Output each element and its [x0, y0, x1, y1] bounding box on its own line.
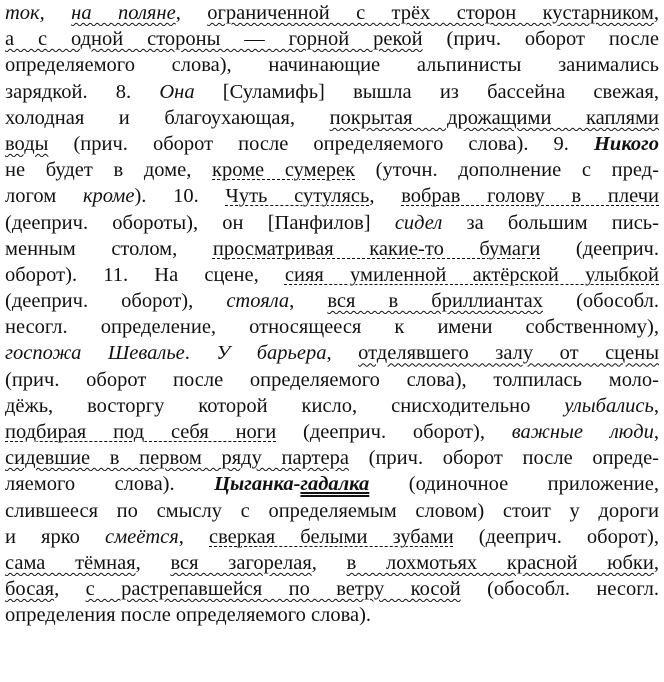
text-segment: (прич. оборот после определяемого слова), толпилась моло-	[5, 368, 659, 391]
text-segment: ,	[326, 342, 359, 365]
text-segment: слившееся по смыслу с определяемым словом) стоит у дороги	[5, 499, 659, 522]
text-segment: в лохмотьях красной юбки	[346, 551, 654, 574]
text-segment: гадалка	[300, 473, 370, 496]
text-segment: воды	[5, 132, 49, 155]
text-segment: ,	[175, 2, 208, 24]
text-line	[5, 419, 659, 445]
document-page	[5, 0, 659, 629]
text-segment: не будет в доме,	[5, 159, 213, 182]
text-segment: вся в бриллиантах	[327, 290, 544, 313]
text-segment: У барьера	[216, 342, 327, 365]
text-segment: на поляне	[71, 2, 176, 24]
text-line	[5, 131, 659, 157]
text-segment: (обособл. несогл.	[460, 578, 659, 601]
text-line	[5, 52, 659, 78]
text-segment: дёжь, восторгу которой кисло, снисходительно	[5, 394, 565, 417]
text-segment: определения после определяемого слова).	[5, 604, 372, 627]
text-segment: ограниченной с трёх сторон кустарником	[207, 2, 654, 24]
text-segment: госпожа Шевалье	[5, 342, 185, 365]
text-line	[5, 288, 659, 314]
text-segment: (одиночное приложение,	[369, 473, 659, 496]
text-line	[5, 262, 659, 288]
text-segment: -	[293, 473, 301, 496]
text-segment: Она	[159, 80, 195, 103]
text-segment: стояла	[226, 290, 290, 313]
text-segment: ляемого слова).	[5, 473, 215, 496]
text-segment: (дееприч.	[540, 237, 659, 260]
text-segment: ,	[653, 394, 659, 417]
text-segment: важные люди	[511, 421, 654, 443]
text-segment: сидел	[394, 211, 443, 234]
text-line	[5, 26, 659, 52]
text-segment: логом	[5, 185, 83, 208]
text-segment: (дееприч. оборот),	[5, 290, 227, 313]
text-segment: (уточн. дополнение с пред-	[355, 159, 659, 182]
text-segment: определяемого слова), начинающие альпинисты занимались	[5, 54, 659, 77]
text-segment: Никого	[593, 132, 659, 155]
text-segment: несогл. определение, относящееся к имени собственному),	[5, 316, 659, 339]
text-segment: (прич. оборот после опреде-	[348, 447, 659, 470]
text-segment: улыбались	[564, 394, 654, 417]
text-segment: холодная и благоухающая,	[5, 106, 330, 129]
text-segment: ,	[54, 578, 86, 601]
text-segment: ,	[369, 185, 402, 208]
text-segment: сверкая белыми зубами	[209, 525, 454, 548]
text-line	[5, 157, 659, 183]
text-segment: оборот). 11. На сцене,	[5, 263, 285, 286]
text-segment: смеётся	[104, 525, 179, 548]
text-line	[5, 445, 659, 471]
text-segment: зарядкой. 8.	[5, 80, 160, 103]
text-segment: (прич. оборот после	[422, 28, 659, 51]
text-segment: ). 10.	[134, 185, 226, 208]
text-line	[5, 471, 659, 497]
text-segment: (обособл.	[543, 290, 659, 313]
text-segment: с растрепавшейся по ветру косой	[85, 578, 461, 601]
text-line	[5, 524, 659, 550]
text-segment: менным столом,	[5, 237, 213, 260]
text-segment: отделявшего залу от сцены	[358, 342, 659, 365]
text-line	[5, 602, 659, 628]
text-segment: и ярко	[5, 525, 105, 548]
text-segment: за большим пись-	[442, 211, 659, 234]
text-segment: босая	[5, 578, 55, 601]
text-segment: кроме	[82, 185, 135, 208]
text-segment: вобрав голову в плечи	[401, 185, 659, 208]
text-line	[5, 314, 659, 340]
text-segment: ,	[135, 551, 171, 574]
text-segment: вся загорелая	[170, 551, 312, 574]
text-segment: (дееприч. оборот),	[276, 421, 512, 443]
text-segment: кроме сумерек	[212, 159, 356, 182]
text-segment: просматривая какие-то бумаги	[212, 237, 541, 260]
text-segment: Цыганка	[214, 473, 294, 496]
text-line	[5, 105, 659, 131]
text-line	[5, 0, 659, 26]
text-segment: ток,	[5, 2, 72, 24]
text-segment: (дееприч. обороты), он [Панфилов]	[5, 211, 395, 234]
text-segment: покрытая дрожащими каплями	[329, 106, 659, 129]
text-line	[5, 367, 659, 393]
text-segment: ,	[653, 551, 659, 574]
text-segment: сияя умиленной актёрской улыбкой	[284, 263, 659, 286]
text-segment: Чуть сутулясь	[225, 185, 370, 208]
text-segment: (прич. оборот после определяемого слова). 9.	[48, 132, 594, 155]
text-segment: [Суламифь] вышла из бассейна свежая,	[194, 80, 659, 103]
text-segment: сидевшие в первом ряду партера	[5, 447, 349, 470]
text-line	[5, 576, 659, 602]
text-line	[5, 393, 659, 419]
text-segment: а с одной стороны — горной рекой	[5, 28, 423, 51]
text-line	[5, 183, 659, 209]
text-segment: сама тёмная	[5, 551, 136, 574]
text-line	[5, 498, 659, 524]
text-segment: ,	[653, 2, 659, 24]
text-segment: ,	[178, 525, 210, 548]
text-segment: подбирая под себя ноги	[5, 421, 277, 443]
text-segment: ,	[289, 290, 328, 313]
text-segment: .	[184, 342, 217, 365]
text-line	[5, 236, 659, 262]
text-line	[5, 79, 659, 105]
text-segment: ,	[653, 421, 659, 443]
text-segment: (дееприч. оборот),	[453, 525, 659, 548]
text-line	[5, 210, 659, 236]
text-line	[5, 340, 659, 366]
text-line	[5, 550, 659, 576]
text-segment: ,	[311, 551, 347, 574]
